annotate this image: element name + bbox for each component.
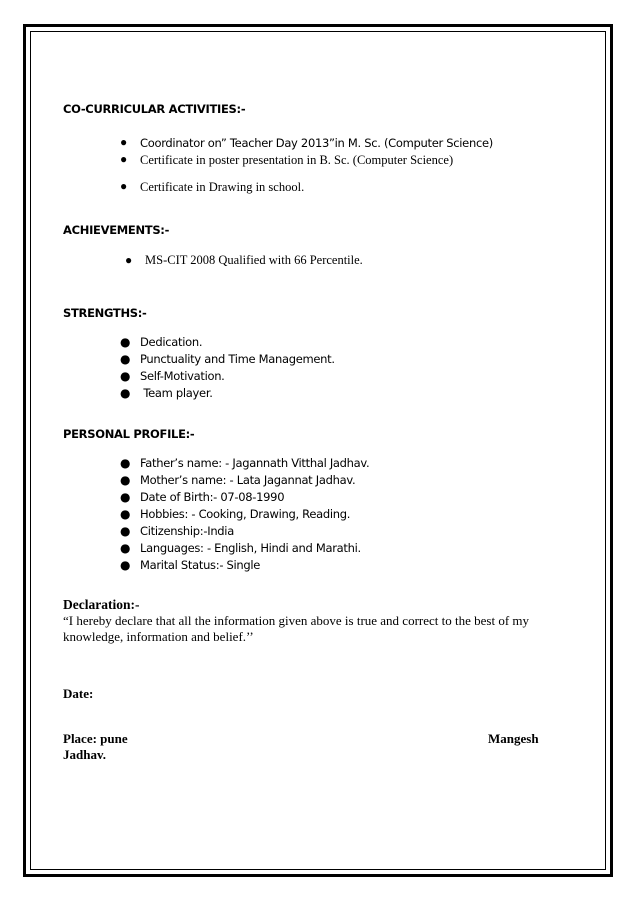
list-item: ● MS-CIT 2008 Qualified with 66 Percentile. [125, 253, 363, 267]
place-label: Place: pune [63, 731, 128, 746]
list-item: ● Mother’s name: - Lata Jagannat Jadhav. [120, 473, 356, 487]
bullet-icon: ● [120, 352, 131, 366]
bullet-icon: ● [120, 490, 131, 504]
bullet-icon: ● [120, 507, 131, 521]
bullet-icon: ● [120, 541, 131, 555]
bullet-icon: ● [120, 369, 131, 383]
list-item: ● Self-Motivation. [120, 369, 225, 383]
list-item: ● Languages: - English, Hindi and Marathi. [120, 541, 361, 555]
bullet-icon: ● [120, 524, 131, 538]
declaration-text: “I hereby declare that all the information given above is true and correct to the best of my knowledge, information and belief.’’ [63, 613, 530, 644]
bullet-icon: ● [120, 473, 131, 487]
bullet-icon: ● [120, 335, 131, 349]
bullet-icon: ● [120, 386, 131, 400]
list-item: ● Marital Status:- Single [120, 558, 261, 572]
date-label: Date: [63, 686, 94, 701]
co-curricular-list [120, 134, 493, 195]
bullet-icon: ● [120, 152, 128, 166]
list-item: ● Father’s name: - Jagannath Vitthal Jadhav. [120, 456, 370, 470]
strengths-heading: STRENGTHS:- [63, 306, 147, 320]
list-item: ● Team player. [120, 386, 213, 400]
list-item: ● Punctuality and Time Management. [120, 352, 335, 366]
list-item: ● Citizenship:-India [120, 524, 234, 538]
list-item: ● Date of Birth:- 07-08-1990 [120, 490, 285, 504]
achievements-heading: ACHIEVEMENTS:- [63, 223, 170, 237]
signature-name-first: Mangesh [488, 731, 539, 746]
personal-profile-list [120, 455, 370, 574]
list-item: ● Certificate in Drawing in school. [120, 179, 305, 194]
bullet-icon: ● [120, 135, 128, 149]
bullet-icon: ● [120, 558, 131, 572]
co-curricular-heading: CO-CURRICULAR ACTIVITIES:- [63, 102, 246, 116]
achievements-list [125, 252, 363, 269]
list-item: ● Coordinator on” Teacher Day 2013”in M. Sc. (Computer Science) [120, 135, 493, 150]
signature-name-last: Jadhav. [63, 747, 106, 762]
bullet-icon: ● [125, 253, 133, 267]
bullet-icon: ● [120, 456, 131, 470]
bullet-icon: ● [120, 179, 128, 193]
personal-profile-heading: PERSONAL PROFILE:- [63, 427, 195, 441]
list-item: ● Hobbies: - Cooking, Drawing, Reading. [120, 507, 351, 521]
strengths-list [120, 334, 335, 402]
list-item: ● Dedication. [120, 335, 203, 349]
list-item: ● Certificate in poster presentation in B. Sc. (Computer Science) [120, 152, 454, 167]
declaration-title: Declaration:- [63, 597, 140, 612]
